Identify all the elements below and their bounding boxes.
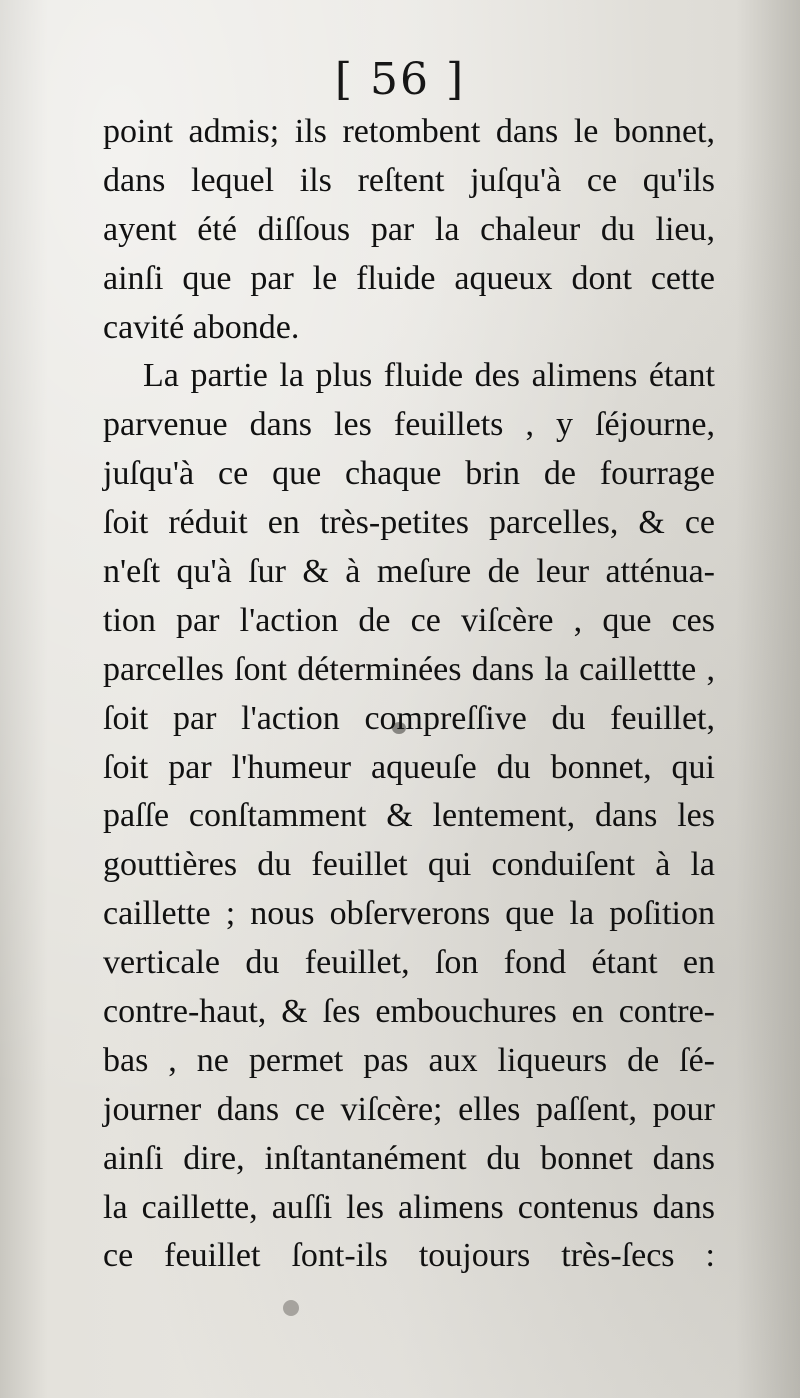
text-line: dans lequel ils reſtent juſqu'à ce qu'ils bbox=[103, 161, 715, 199]
text-line: ainſi dire, inſtantanément du bonnet dans bbox=[103, 1139, 715, 1177]
text-line: ayent été diſſous par la chaleur du lieu, bbox=[103, 210, 715, 248]
text-line: verticale du feuillet, ſon fond étant en bbox=[103, 944, 715, 982]
text-line: La partie la plus fluide des alimens étant bbox=[143, 357, 715, 395]
text-line: contre-haut, & ſes embouchures en contre- bbox=[103, 993, 715, 1031]
text-line: point admis; ils retombent dans le bonnet, bbox=[103, 113, 715, 150]
text-line: n'eſt qu'à ſur & à meſure de leur atténua- bbox=[103, 553, 715, 591]
text-line: ainſi que par le fluide aqueux dont cette bbox=[103, 259, 715, 297]
text-line: la caillette, auſſi les alimens contenus dans bbox=[103, 1188, 715, 1226]
text-line: parcelles ſont déterminées dans la caillettte , bbox=[103, 650, 715, 688]
text-line: tion par l'action de ce viſcère , que ces bbox=[103, 601, 715, 639]
body-text bbox=[103, 108, 715, 1281]
text-line: paſſe conſtamment & lentement, dans les bbox=[103, 797, 715, 835]
ink-speck bbox=[283, 1300, 299, 1316]
page-number: [ 56 ] bbox=[334, 54, 466, 105]
text-line: ce feuillet ſont-ils toujours très-ſecs : bbox=[103, 1237, 715, 1275]
text-line: ſoit par l'action compreſſive du feuillet, bbox=[103, 699, 715, 737]
text-line: ſoit réduit en très-petites parcelles, & ce bbox=[103, 504, 715, 542]
text-line: bas , ne permet pas aux liqueurs de ſé- bbox=[103, 1041, 715, 1079]
text-line: caillette ; nous obſerverons que la poſition bbox=[103, 895, 715, 933]
text-line: ſoit par l'humeur aqueuſe du bonnet, qui bbox=[103, 748, 715, 786]
text-line: parvenue dans les feuillets , y ſéjourne, bbox=[103, 406, 715, 444]
text-line: juſqu'à ce que chaque brin de fourrage bbox=[103, 455, 715, 493]
text-line: gouttières du feuillet qui conduiſent à la bbox=[103, 846, 715, 884]
text-line: cavité abonde. bbox=[103, 308, 300, 346]
text-line: journer dans ce viſcère; elles paſſent, pour bbox=[103, 1090, 715, 1128]
